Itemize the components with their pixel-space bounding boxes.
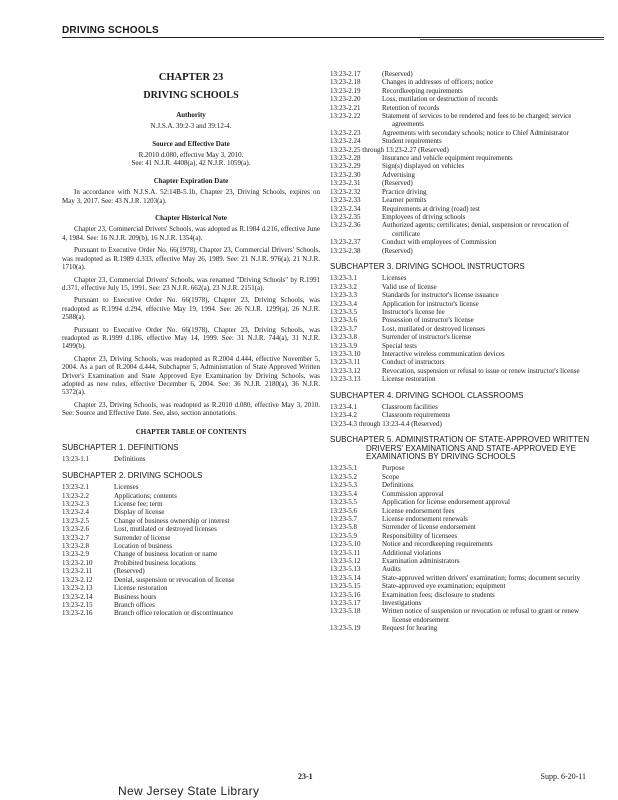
toc-entry-title: (Reserved) — [382, 179, 413, 188]
toc-entry — [62, 525, 320, 533]
toc-entry-number: 13:23-5.12 — [330, 556, 361, 565]
toc-entry — [330, 325, 592, 333]
toc-entry-number: 13:23-2.9 — [62, 550, 90, 559]
subchapter-3-title: SUBCHAPTER 3. DRIVING SCHOOL INSTRUCTORS — [330, 261, 525, 271]
toc-entry-title: Definitions — [114, 455, 146, 464]
toc-entry-number: 13:23-2.32 — [330, 187, 361, 196]
toc-entry-number: 13:23-5.4 — [330, 489, 358, 498]
toc-entry — [330, 498, 592, 506]
toc-entry-number: 13:23-5.18 — [330, 607, 361, 616]
expiration-heading: Chapter Expiration Date — [153, 176, 229, 185]
toc-entry — [330, 367, 592, 375]
toc-entry-title: (Reserved) — [382, 246, 413, 255]
running-head: DRIVING SCHOOLS — [62, 25, 159, 36]
expiration-text: In accordance with N.J.S.A. 52:14B-5.1b, Chapter 23, Driving Schools, expires on May 3, 2017. See: 43 N.J.R. 1203(a). — [62, 188, 320, 205]
toc-entry — [330, 247, 592, 255]
toc-entry-number: 13:23-3.10 — [330, 350, 361, 358]
toc-entry-title: Scope — [382, 472, 400, 481]
toc-entry — [62, 609, 320, 617]
toc-entry-title: Examination fees; disclosure to students — [382, 590, 495, 599]
toc-entry — [330, 481, 592, 489]
toc-entry-number: 13:23-2.30 — [330, 170, 361, 179]
toc-entry-title: Surrender of license endorsement — [382, 523, 476, 532]
toc-entry-title: Statement of services to be rendered and fees to be charged; service agreements — [382, 112, 572, 129]
toc-entry — [330, 599, 592, 607]
page-number: 23-1 — [298, 772, 313, 781]
toc-entry-title: License endorsement fees — [382, 506, 455, 515]
toc-entry-number: 13:23-2.5 — [62, 516, 90, 525]
toc-entry-number: 13:23-5.2 — [330, 472, 358, 481]
toc-entry-title: (Reserved) — [114, 567, 145, 576]
toc-entry — [330, 490, 592, 498]
left-column — [62, 70, 320, 618]
toc-entry-number: 13:23-5.16 — [330, 590, 361, 599]
toc-entry-title: Practice driving — [382, 187, 427, 196]
toc-entry — [330, 162, 592, 170]
toc-entry-number: 13:23-1.1 — [62, 455, 90, 464]
toc-entry-title: Instructor's license fee — [382, 307, 445, 316]
toc-entry-number: 13:23-3.1 — [330, 274, 358, 283]
toc-entry-title: Learner permits — [382, 196, 427, 205]
toc-entry-title: Licenses — [114, 483, 139, 492]
toc-entry-number: 13:23-2.33 — [330, 196, 361, 205]
toc-entry — [330, 179, 592, 187]
toc-entry-number: 13:23-2.11 — [62, 567, 93, 576]
toc-entry-title: License endorsement renewals — [382, 514, 468, 523]
toc-entry-number: 13:23-2.8 — [62, 542, 90, 551]
history-paragraph: Pursuant to Executive Order No. 66(1978), Chapter 23, Driving Schools, was readopted as R.1994 d.294, effective May 19, 1994. See: 26 N.J.R. 1299(a), 26 N.J.R. 2588(a). — [62, 296, 320, 322]
toc-entry — [330, 146, 592, 154]
toc-entry-title: Request for hearing — [382, 624, 438, 633]
toc-entry-title: Sign(s) displayed on vehicles — [382, 162, 465, 171]
toc-entry-number: 13:23-3.8 — [330, 333, 358, 342]
toc-entry-number: 13:23-2.7 — [62, 533, 90, 542]
toc-entry-title: Applications; contents — [114, 491, 177, 500]
history-heading: Chapter Historical Note — [155, 214, 227, 223]
toc-entry — [62, 492, 320, 500]
toc-entry-title: 13:23-4.3 through 13:23-4.4 (Reserved) — [330, 419, 442, 428]
toc-entry-title: Surrender of license — [114, 533, 171, 542]
toc-entry-title: Change of business ownership or interest — [114, 516, 230, 525]
toc-entry — [330, 196, 592, 204]
toc-entry-number: 13:23-2.2 — [62, 491, 90, 500]
subchapter-5-list — [330, 464, 592, 632]
toc-entry-title: Requirements at driving (road) test — [382, 204, 480, 213]
toc-entry-title: Denial, suspension or revocation of license — [114, 575, 235, 584]
toc-entry — [62, 517, 320, 525]
toc-entry-title: Classroom requirements — [382, 411, 451, 420]
toc-entry — [330, 213, 592, 221]
toc-entry-number: 13:23-5.5 — [330, 498, 358, 507]
toc-entry-number: 13:23-2.17 — [330, 70, 361, 78]
toc-entry-title: Notice and recordkeeping requirements — [382, 540, 493, 549]
toc-entry — [62, 559, 320, 567]
toc-entry — [330, 403, 592, 411]
source-line-2: See: 41 N.J.R. 4408(a), 42 N.J.R. 1059(a). — [131, 159, 251, 168]
toc-entry-number: 13:23-2.31 — [330, 179, 361, 188]
toc-entry-number: 13:23-2.13 — [62, 584, 93, 593]
history-paragraph: Chapter 23, Commercial Drivers' Schools, was renamed "Driving Schools" by R.1991 d.371, effective July 15, 1991. See: 23 N.J.R. 662(a), 23 N.J.R. 2151(a). — [62, 275, 320, 292]
toc-entry — [62, 508, 320, 516]
source-heading: Source and Effective Date — [152, 139, 230, 148]
toc-entry-number: 13:23-3.13 — [330, 375, 361, 384]
toc-entry — [330, 112, 592, 129]
toc-entry-title: Revocation, suspension or refusal to issue or renew instructor's license — [382, 366, 580, 375]
chapter-label: CHAPTER 23 — [158, 72, 224, 83]
toc-entry-title: Insurance and vehicle equipment requirements — [382, 154, 513, 163]
subchapter-2-list — [62, 483, 320, 618]
toc-entry-number: 13:23-5.11 — [330, 548, 361, 557]
toc-entry-title: License restoration — [382, 375, 436, 384]
toc-entry-title: License fee; term — [114, 500, 163, 509]
toc-entry-title: Written notice of suspension or revocation or refusal to grant or renew license endorsement — [382, 607, 580, 624]
toc-entry-number: 13:23-5.17 — [330, 598, 361, 607]
toc-entry-title: Classroom facilities — [382, 403, 438, 412]
toc-entry-number: 13:23-3.2 — [330, 282, 358, 291]
toc-entry — [62, 576, 320, 584]
toc-entry — [330, 104, 592, 112]
toc-entry — [330, 420, 592, 428]
toc-entry — [330, 574, 592, 582]
subchapter-3-list — [330, 274, 592, 383]
toc-entry-title: Branch offices — [114, 600, 155, 609]
toc-entry-title: Business hours — [114, 592, 157, 601]
history-paragraph: Chapter 23, Commercial Drivers' Schools, was adopted as R.1984 d.216, effective June 4, 1984. See: 16 N.J.R. 209(b), 16 N.J.R. 1354(a). — [62, 225, 320, 242]
toc-entry — [62, 550, 320, 558]
source-line-1: R.2010 d.080, effective May 3, 2010. — [138, 151, 244, 160]
toc-entry-number: 13:23-2.24 — [330, 137, 361, 146]
toc-entry — [330, 87, 592, 95]
toc-entry — [330, 154, 592, 162]
toc-entry-title: Licenses — [382, 274, 407, 283]
toc-entry-number: 13:23-3.7 — [330, 324, 358, 333]
toc-entry — [330, 238, 592, 246]
toc-entry-number: 13:23-2.12 — [62, 575, 93, 584]
toc-entry-number: 13:23-2.4 — [62, 508, 90, 517]
library-watermark: New Jersey State Library — [118, 784, 260, 798]
toc-entry — [330, 95, 592, 103]
toc-entry-number: 13:23-2.23 — [330, 128, 361, 137]
toc-entry-title: Examination administrators — [382, 556, 460, 565]
toc-entry — [330, 171, 592, 179]
toc-entry-title: Definitions — [382, 481, 414, 490]
toc-entry-title: Agreements with secondary schools; notice to Chief Administrator — [382, 128, 569, 137]
toc-entry-number: 13:23-5.7 — [330, 514, 358, 523]
toc-entry-number: 13:23-2.35 — [330, 212, 361, 221]
toc-entry — [330, 129, 592, 137]
toc-entry-number: 13:23-2.10 — [62, 558, 93, 567]
toc-entry-title: Surrender of instructor's license — [382, 333, 471, 342]
toc-entry-number: 13:23-3.4 — [330, 299, 358, 308]
toc-entry — [330, 549, 592, 557]
toc-entry — [330, 624, 592, 632]
toc-entry-number: 13:23-2.29 — [330, 162, 361, 171]
history-paragraph: Pursuant to Executive Order No. 66(1978), Chapter 23, Driving Schools, was readopted as R.1999 d.186, effective May 14, 1999. See: 31 N.J.R. 744(a), 31 N.J.R. 1499(b). — [62, 325, 320, 351]
toc-entry — [62, 483, 320, 491]
right-column — [330, 70, 592, 633]
toc-entry — [330, 532, 592, 540]
toc-entry-title: Student requirements — [382, 137, 442, 146]
toc-entry — [330, 78, 592, 86]
toc-entry-number: 13:23-2.22 — [330, 112, 361, 121]
toc-entry — [62, 601, 320, 609]
toc-entry — [62, 593, 320, 601]
toc-entry-number: 13:23-3.5 — [330, 307, 358, 316]
toc-entry-number: 13:23-3.9 — [330, 341, 358, 350]
toc-entry-title: Conduct with employees of Commission — [382, 238, 497, 247]
toc-entry — [330, 333, 592, 341]
toc-entry-title: Lost, mutilated or destroyed licenses — [114, 525, 217, 534]
header-rule — [62, 37, 604, 38]
toc-entry-title: Employees of driving schools — [382, 212, 466, 221]
toc-entry-title: Standards for instructor's license issuance — [382, 291, 499, 300]
toc-heading: CHAPTER TABLE OF CONTENTS — [135, 427, 247, 436]
toc-entry-number: 13:23-5.6 — [330, 506, 358, 515]
history-paragraphs — [62, 225, 320, 417]
toc-entry-title: (Reserved) — [382, 70, 413, 78]
toc-entry — [330, 557, 592, 565]
toc-entry-number: 13:23-5.19 — [330, 624, 361, 633]
toc-entry — [330, 375, 592, 383]
toc-entry-title: Change of business location or name — [114, 550, 218, 559]
authority-text: N.J.S.A. 39:2-3 and 39:12-4. — [150, 122, 232, 131]
toc-entry-title: Prohibited business locations — [114, 558, 196, 567]
toc-entry-number: 13:23-2.6 — [62, 525, 90, 534]
history-paragraph: Pursuant to Executive Order No. 66(1978), Chapter 23, Commercial Drivers' Schools, was readopted as R.1989 d.333, effective May 26, 1989. See: 21 N.J.R. 976(a), 21 N.J.R. 1710(a). — [62, 246, 320, 272]
toc-entry-number: 13:23-3.12 — [330, 366, 361, 375]
chapter-title: DRIVING SCHOOLS — [143, 90, 239, 102]
toc-entry-number: 13:23-5.13 — [330, 565, 361, 574]
subchapter-1-list — [62, 455, 320, 463]
toc-entry-number: 13:23-5.9 — [330, 531, 358, 540]
toc-entry-number: 13:23-5.14 — [330, 573, 361, 582]
toc-entry-title: Changes in addresses of officers; notice — [382, 78, 494, 87]
subchapter-4-list — [330, 403, 592, 428]
toc-entry — [330, 540, 592, 548]
toc-entry — [330, 137, 592, 145]
toc-entry — [330, 221, 592, 238]
toc-entry-number: 13:23-2.15 — [62, 600, 93, 609]
toc-entry-number: 13:23-2.3 — [62, 500, 90, 509]
toc-entry — [330, 523, 592, 531]
toc-entry-title: Commission approval — [382, 489, 444, 498]
toc-entry — [330, 591, 592, 599]
toc-entry — [330, 188, 592, 196]
history-paragraph: Chapter 23, Driving Schools, was readopted as R.2010 d.080, effective May 3, 2010. See: Source and Effective Date. See, also, section annotations. — [62, 400, 320, 418]
toc-entry-title: Authorized agents; certificates; denial, suspension or revocation of certificate — [382, 221, 569, 238]
toc-entry-number: 13:23-2.21 — [330, 103, 361, 112]
toc-entry-title: State-approved eye examination; equipment — [382, 582, 506, 591]
toc-entry-number: 13:23-2.16 — [62, 609, 93, 618]
authority-heading: Authority — [176, 110, 206, 119]
toc-entry-title: Retention of records — [382, 103, 440, 112]
toc-entry-title: Investigations — [382, 598, 422, 607]
toc-entry — [62, 455, 320, 463]
toc-entry-number: 13:23-5.15 — [330, 582, 361, 591]
toc-entry-title: Recordkeeping requirements — [382, 86, 463, 95]
toc-entry-title: Application for instructor's license — [382, 299, 479, 308]
toc-entry-number: 13:23-3.11 — [330, 358, 361, 367]
toc-entry — [330, 358, 592, 366]
toc-entry-title: Audits — [382, 565, 401, 574]
toc-entry — [330, 464, 592, 472]
toc-entry — [330, 316, 592, 324]
toc-entry — [62, 542, 320, 550]
toc-entry-title: Advertising — [382, 170, 416, 179]
subchapter-2-title: SUBCHAPTER 2. DRIVING SCHOOLS — [62, 470, 203, 480]
toc-entry — [330, 308, 592, 316]
toc-entry-number: 13:23-2.34 — [330, 204, 361, 213]
toc-entry-number: 13:23-5.8 — [330, 523, 358, 532]
toc-entry-number: 13:23-4.1 — [330, 403, 358, 412]
toc-entry-number: 13:23-2.36 — [330, 221, 361, 230]
toc-entry-title: Valid use of license — [382, 282, 437, 291]
toc-entry — [330, 582, 592, 590]
toc-entry-title: Display of license — [114, 508, 165, 517]
toc-entry-number: 13:23-5.10 — [330, 540, 361, 549]
subchapter-2-list-continued — [330, 70, 592, 255]
toc-entry — [62, 534, 320, 542]
toc-entry-title: Additional violations — [382, 548, 442, 557]
toc-entry-title: Interactive wireless communication devices — [382, 350, 505, 358]
toc-entry-title: Responsibility of licensees — [382, 531, 458, 540]
toc-entry-title: Location of business — [114, 542, 172, 551]
toc-entry-number: 13:23-5.3 — [330, 481, 358, 490]
subchapter-4-title: SUBCHAPTER 4. DRIVING SCHOOL CLASSROOMS — [330, 390, 524, 400]
toc-entry-title: Lost, mutilated or destroyed licenses — [382, 324, 485, 333]
toc-entry-title: Purpose — [382, 464, 405, 473]
toc-entry-title: Branch office relocation or discontinuance — [114, 609, 234, 618]
toc-entry — [330, 274, 592, 282]
toc-entry — [62, 584, 320, 592]
toc-entry-title: Special tests — [382, 341, 417, 350]
subchapter-5-title: SUBCHAPTER 5. ADMINISTRATION OF STATE-APPROVED WRITTEN DRIVERS' EXAMINATIONS AND STATE-APPROVED EYE EXAMINATIONS BY DRIVING SCHOOLS — [330, 435, 590, 462]
toc-entry-number: 13:23-2.37 — [330, 238, 361, 247]
toc-entry — [330, 411, 592, 419]
history-paragraph: Chapter 23, Driving Schools, was readopted as R.2004 d.444, effective November 5, 2004. As a part of R.2004 d.444, Subchapter 5, Administration of State Approved Written Driver's Examination and State Approved Eye Examination by Driving Schools, was adopted as new rules, effective December 6, 2004. See: 36 N.J.R. 2180(a), 36 N.J.R. 5372(a). — [62, 354, 320, 397]
toc-entry-number: 13:23-2.19 — [330, 86, 361, 95]
toc-entry — [330, 205, 592, 213]
toc-entry-title: Application for license endorsement approval — [382, 498, 510, 507]
toc-entry — [330, 473, 592, 481]
toc-entry-number: 13:23-2.1 — [62, 483, 90, 492]
toc-entry-number: 13:23-2.28 — [330, 154, 361, 163]
toc-entry-title: Loss, mutilation or destruction of records — [382, 95, 498, 104]
toc-entry-title: Possession of instructor's license — [382, 316, 474, 325]
toc-entry-number: 13:23-2.18 — [330, 78, 361, 87]
toc-entry — [330, 342, 592, 350]
toc-entry-number: 13:23-2.14 — [62, 592, 93, 601]
header-rule-secondary — [420, 39, 604, 40]
toc-entry-number: 13:23-3.3 — [330, 291, 358, 300]
toc-entry — [330, 283, 592, 291]
toc-entry-number: 13:23-2.38 — [330, 246, 361, 255]
toc-entry-title: Conduct of instructors — [382, 358, 445, 367]
toc-entry — [330, 507, 592, 515]
toc-entry-title: State-approved written drivers' examination; forms; document security — [382, 573, 580, 582]
toc-entry — [62, 500, 320, 508]
toc-entry — [330, 300, 592, 308]
toc-entry — [330, 565, 592, 573]
toc-entry — [330, 515, 592, 523]
toc-entry — [330, 70, 592, 78]
toc-entry-number: 13:23-2.20 — [330, 95, 361, 104]
toc-entry-number: 13:23-3.6 — [330, 316, 358, 325]
toc-entry — [330, 350, 592, 358]
toc-entry-title: 13:23-2.25 through 13:23-2.27 (Reserved) — [330, 145, 449, 154]
toc-entry-title: License restoration — [114, 584, 168, 593]
toc-entry-number: 13:23-5.1 — [330, 464, 358, 473]
subchapter-1-title: SUBCHAPTER 1. DEFINITIONS — [62, 443, 179, 452]
toc-entry-number: 13:23-4.2 — [330, 411, 358, 420]
toc-entry — [330, 291, 592, 299]
supplement-date: Supp. 6-20-11 — [540, 772, 586, 781]
toc-entry — [62, 567, 320, 575]
toc-entry — [330, 607, 592, 624]
